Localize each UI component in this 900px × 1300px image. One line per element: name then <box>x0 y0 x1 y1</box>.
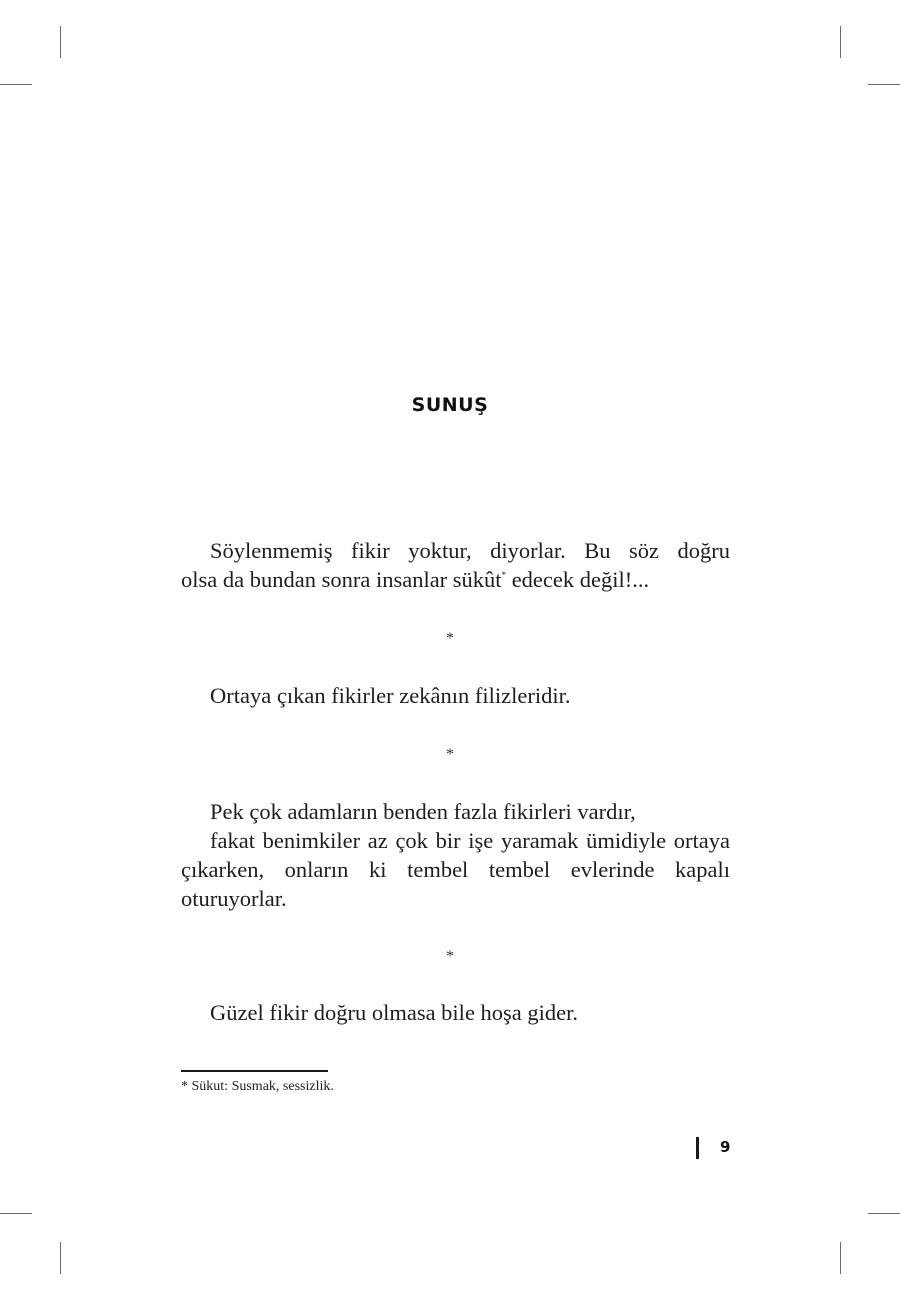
footnote-reference-mark: * <box>501 570 507 580</box>
page-number-bar <box>696 1137 699 1159</box>
crop-mark-bottom-right-vertical <box>840 1242 841 1274</box>
crop-mark-top-right-vertical <box>840 26 841 58</box>
paragraph-1-line-2-text: olsa da bundan sonra insanlar sükût <box>181 567 502 592</box>
crop-mark-bottom-left-horizontal <box>0 1213 32 1214</box>
crop-mark-bottom-left-vertical <box>60 1242 61 1274</box>
section-separator-1: * <box>446 630 454 647</box>
paragraph-1-line-1: Söylenmemiş fikir yoktur, diyorlar. Bu söz doğru <box>210 538 730 563</box>
crop-mark-top-left-vertical <box>60 26 61 58</box>
paragraph-2: Ortaya çıkan fikirler zekânın filizleridir. <box>210 683 571 708</box>
footnote: * Sükut: Susmak, sessizlik. <box>181 1079 334 1094</box>
page-number: 9 <box>720 1138 731 1156</box>
section-separator-3: * <box>446 948 454 965</box>
paragraph-3-line-1: Pek çok adamların benden fazla fikirleri vardır, <box>210 799 636 824</box>
paragraph-1-line-2 <box>181 565 730 594</box>
paragraph-1-line-2-end: edecek değil!... <box>506 567 650 592</box>
footnote-divider <box>181 1070 328 1072</box>
page-title: SUNUŞ <box>411 394 489 416</box>
section-separator-2: * <box>446 746 454 763</box>
crop-mark-top-right-horizontal <box>868 84 900 85</box>
crop-mark-top-left-horizontal <box>0 84 32 85</box>
paragraph-4: Güzel fikir doğru olmasa bile hoşa gider. <box>210 1000 579 1025</box>
crop-mark-bottom-right-horizontal <box>868 1213 900 1214</box>
paragraph-3-body: fakat benimkiler az çok bir işe yaramak ümidiyle ortaya çıkarken, onların ki tembel tembel evlerinde kapalı oturuyorlar. <box>181 828 730 911</box>
